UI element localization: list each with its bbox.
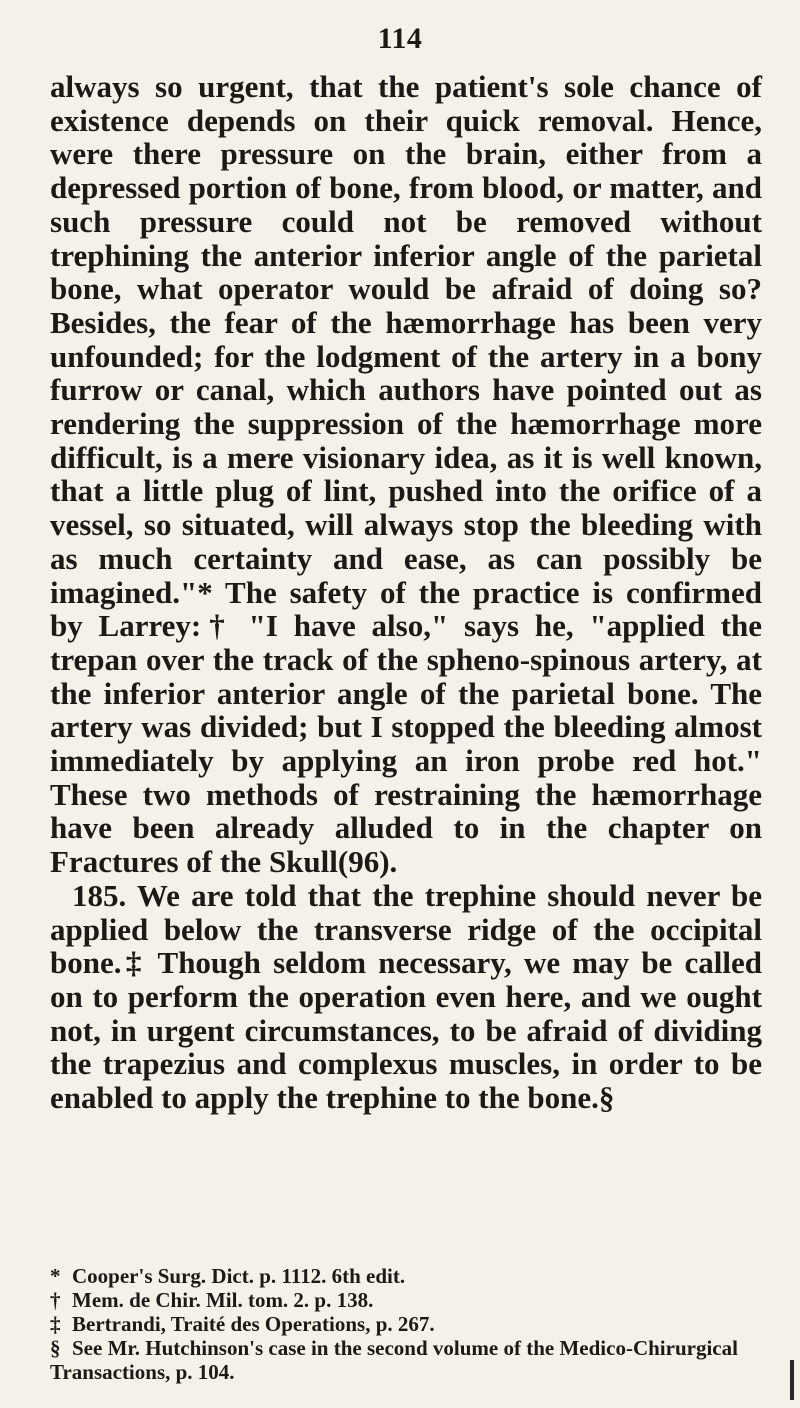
footnote: [50, 1264, 762, 1288]
footnote: [50, 1288, 762, 1312]
footnote-text: See Mr. Hutchinson's case in the second volume of the Medico-Chirurgical Transactions, p. 104.: [50, 1336, 738, 1384]
footnote-mark: *: [50, 1264, 61, 1288]
footnote-mark: †: [50, 1288, 61, 1312]
page-edge-mark: [790, 1360, 794, 1400]
footnote-mark: ‡: [50, 1312, 61, 1336]
footnote-text: Bertrandi, Traité des Operations, p. 267.: [72, 1312, 435, 1336]
footnote: [50, 1336, 762, 1384]
footnotes: [50, 1264, 762, 1384]
footnote: [50, 1312, 762, 1336]
paragraph-continued: always so urgent, that the patient's sole chance of existence depends on their quick removal. Hence, were there pressure on the brain, either from a depressed portion of bone, from blood, or matter, and such pressure could not be removed without trephining the anterior inferior angle of the parietal bone, what operator would be afraid of doing so? Besides, the fear of the hæmorrhage has been very unfounded; for the lodgment of the artery in a bony furrow or canal, which authors have pointed out as rendering the suppression of the hæmorrhage more difficult, is a mere visionary idea, as it is well known, that a little plug of lint, pushed into the orifice of a vessel, so situated, will always stop the bleeding with as much certainty and ease, as can possibly be imagined."* The safety of the practice is confirmed by Larrey:† "I have also," says he, "applied the trepan over the track of the spheno-spinous artery, at the inferior anterior angle of the parietal bone. The artery was divided; but I stopped the bleeding almost immediately by applying an iron probe red hot." These two methods of restraining the hæmorrhage have been already alluded to in the chapter on Fractures of the Skull(96).: [50, 69, 762, 880]
body-text: [50, 70, 762, 1115]
page-number: 114: [377, 22, 423, 55]
footnote-text: Cooper's Surg. Dict. p. 1112. 6th edit.: [72, 1264, 406, 1288]
paragraph-185: 185. We are told that the trephine should never be applied below the transverse ridge of the occipital bone.‡ Though seldom necessary, we may be called on to perform the operation even here, and we ought not, in urgent circumstances, to be afraid of dividing the trapezius and complexus muscles, in order to be enabled to apply the trephine to the bone.§: [50, 877, 762, 1116]
footnote-mark: §: [50, 1336, 61, 1360]
footnote-text: Mem. de Chir. Mil. tom. 2. p. 138.: [72, 1288, 374, 1312]
